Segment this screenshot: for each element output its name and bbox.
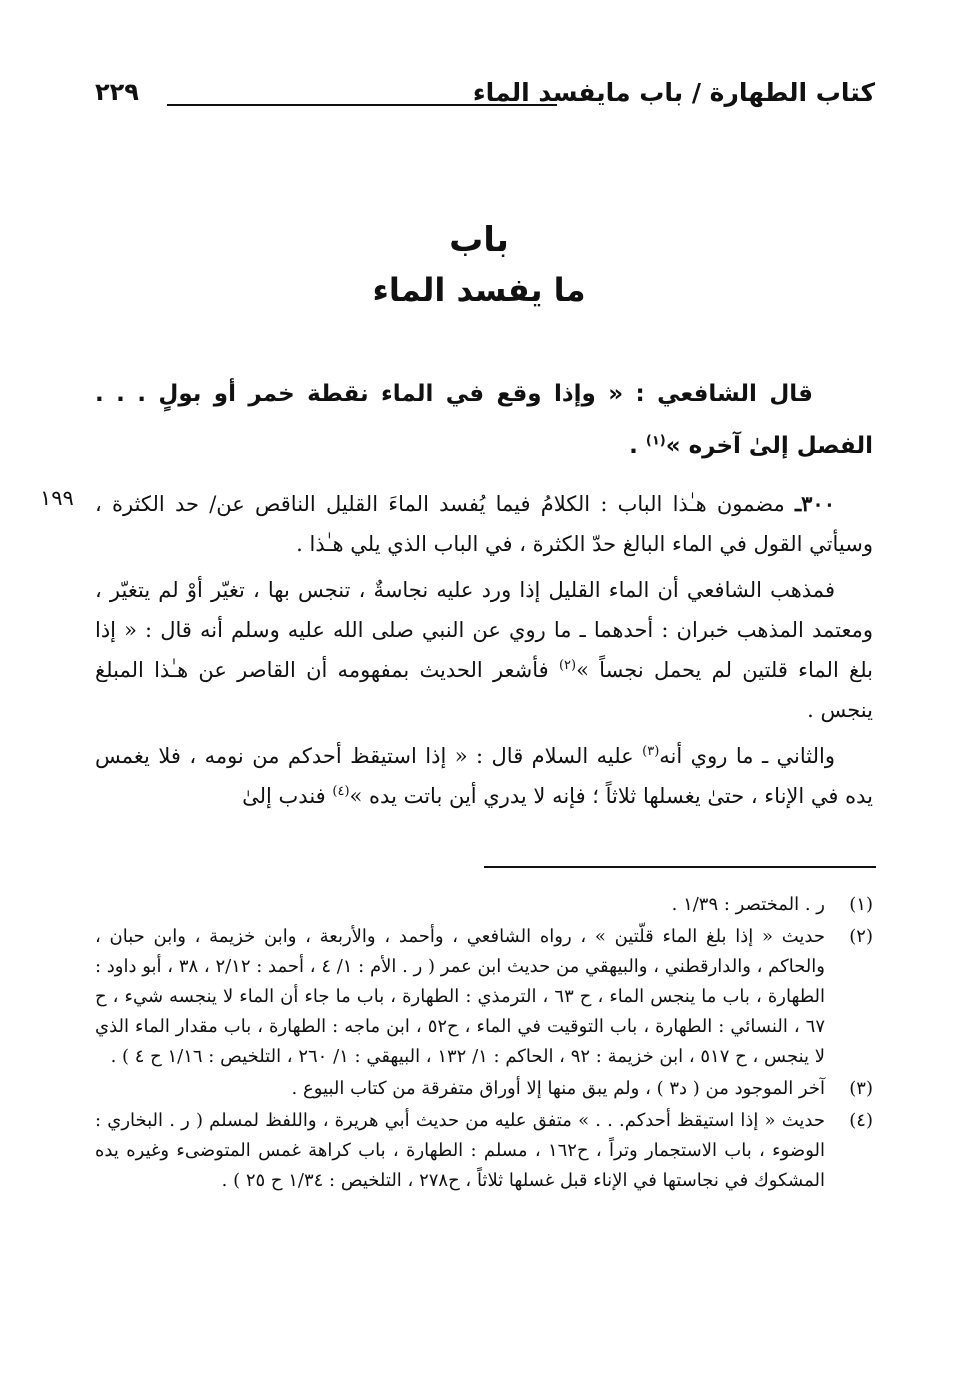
footnote-ref-3: (٣)	[642, 744, 660, 759]
paragraph-3-text-b: عليه السلام قال : « إذا استيقظ أحدكم من نومه ، فلا يغمس يده في الإناء ، حتىٰ يغسلها ثلاثاً ؛ فإنه لا يدري أين باتت يده »	[95, 744, 873, 808]
footnote-3	[95, 1074, 873, 1104]
paragraph-2-text: فمذهب الشافعي أن الماء القليل إذا ورد عليه نجاسةٌ ، تنجس بها ، تغيّر أوْ لم يتغيّر ، ومعتمد المذهب خبران : أحدهما ـ ما روي عن النبي صلى الله عليه وسلم أنه قال : « إذا بلغ الماء قلتين لم يحمل نجساً »	[95, 578, 873, 682]
paragraph-300	[95, 484, 873, 564]
header-rule	[167, 104, 557, 106]
footnote-text: حديث « إذا بلغ الماء قلّتين » ، رواه الشافعي ، وأحمد ، والأربعة ، وابن خزيمة ، وابن حبان ، والحاكم ، والدارقطني ، والبيهقي من حديث ابن عمر ( ر . الأم : ١/ ٤ ، أحمد : ٢/١٢ ، ٣٨ ، أبو داود : الطهارة ، باب ما ينجس الماء ، ح ٦٣ ، الترمذي : الطهارة ، باب ما جاء أن الماء لا ينجسه شيء ، ح ٦٧ ، النسائي : الطهارة ، باب التوقيت في الماء ، ح٥٢ ، ابن ماجه : الطهارة ، باب مقدار الماء الذي لا ينجس ، ح ٥١٧ ، ابن خزيمة : ٩٢ ، الحاكم : ١/ ١٣٢ ، البيهقي : ١/ ٢٦٠ ، التلخيص : ١/١٦ ح ٤ ) .	[95, 926, 825, 1067]
footnote-ref-1: (١)	[645, 433, 666, 449]
quote-text: قال الشافعي : « وإذا وقع في الماء نقطة خمر أو بولٍ . . . الفصل إلىٰ آخره »	[95, 381, 873, 459]
chapter-heading	[0, 215, 958, 315]
margin-note: ١٩٩	[40, 486, 74, 510]
paragraph-3-text-c: فندب إلىٰ	[242, 784, 333, 808]
footnote-4	[95, 1106, 873, 1196]
paragraph-2-end: فأشعر الحديث بمفهومه أن القاصر عن هـٰذا المبلغ ينجس .	[95, 658, 873, 722]
quote-end: .	[629, 433, 646, 459]
footnote-ref-2: (٢)	[558, 658, 577, 673]
footnote-mark: (٢)	[849, 926, 873, 947]
paragraph-number: ٣٠٠ـ	[795, 491, 835, 516]
footnote-text: آخر الموجود من ( د٣ ) ، ولم يبق منها إلا أوراق متفرقة من كتاب البيوع .	[291, 1078, 825, 1099]
shafii-quote	[95, 368, 873, 472]
footnote-mark: (١)	[849, 894, 873, 915]
chapter-title: ما يفسد الماء	[372, 271, 586, 309]
footnote-2	[95, 922, 873, 1072]
page-number: ٢٢٩	[95, 78, 139, 106]
paragraph-second-hadith	[95, 736, 873, 816]
header-title: كتاب الطهارة / باب مايفسد الماء	[472, 78, 875, 107]
footnote-text: ر . المختصر : ١/٣٩ .	[671, 894, 825, 915]
paragraph-shafii-school	[95, 570, 873, 730]
main-text	[95, 368, 873, 822]
footnote-ref-4: (٤)	[332, 784, 350, 799]
chapter-label: باب	[449, 220, 509, 260]
running-header	[95, 78, 875, 118]
footnote-1	[95, 890, 873, 920]
paragraph-300-text: مضمون هـٰذا الباب : الكلامُ فيما يُفسد الماءَ القليل الناقص عن/ حد الكثرة ، وسيأتي القول في الماء البالغ حدّ الكثرة ، في الباب الذي يلي هـٰذا .	[95, 492, 873, 556]
paragraph-3-text-a: والثاني ـ ما روي أنه	[659, 744, 835, 768]
footnote-mark: (٤)	[849, 1110, 873, 1131]
footnote-mark: (٣)	[849, 1078, 873, 1099]
footnotes	[95, 890, 873, 1198]
footnote-text: حديث « إذا استيقظ أحدكم. . . » متفق عليه من حديث أبي هريرة ، واللفظ لمسلم ( ر . البخاري : الوضوء ، باب الاستجمار وتراً ، ح١٦٢ ، مسلم : الطهارة ، باب كراهة غمس المتوضىء وغيره يده المشكوك في نجاستها في الإناء قبل غسلها ثلاثاً ، ح٢٧٨ ، التلخيص : ١/٣٤ ح ٢٥ ) .	[95, 1110, 825, 1191]
footnote-rule	[484, 866, 876, 868]
